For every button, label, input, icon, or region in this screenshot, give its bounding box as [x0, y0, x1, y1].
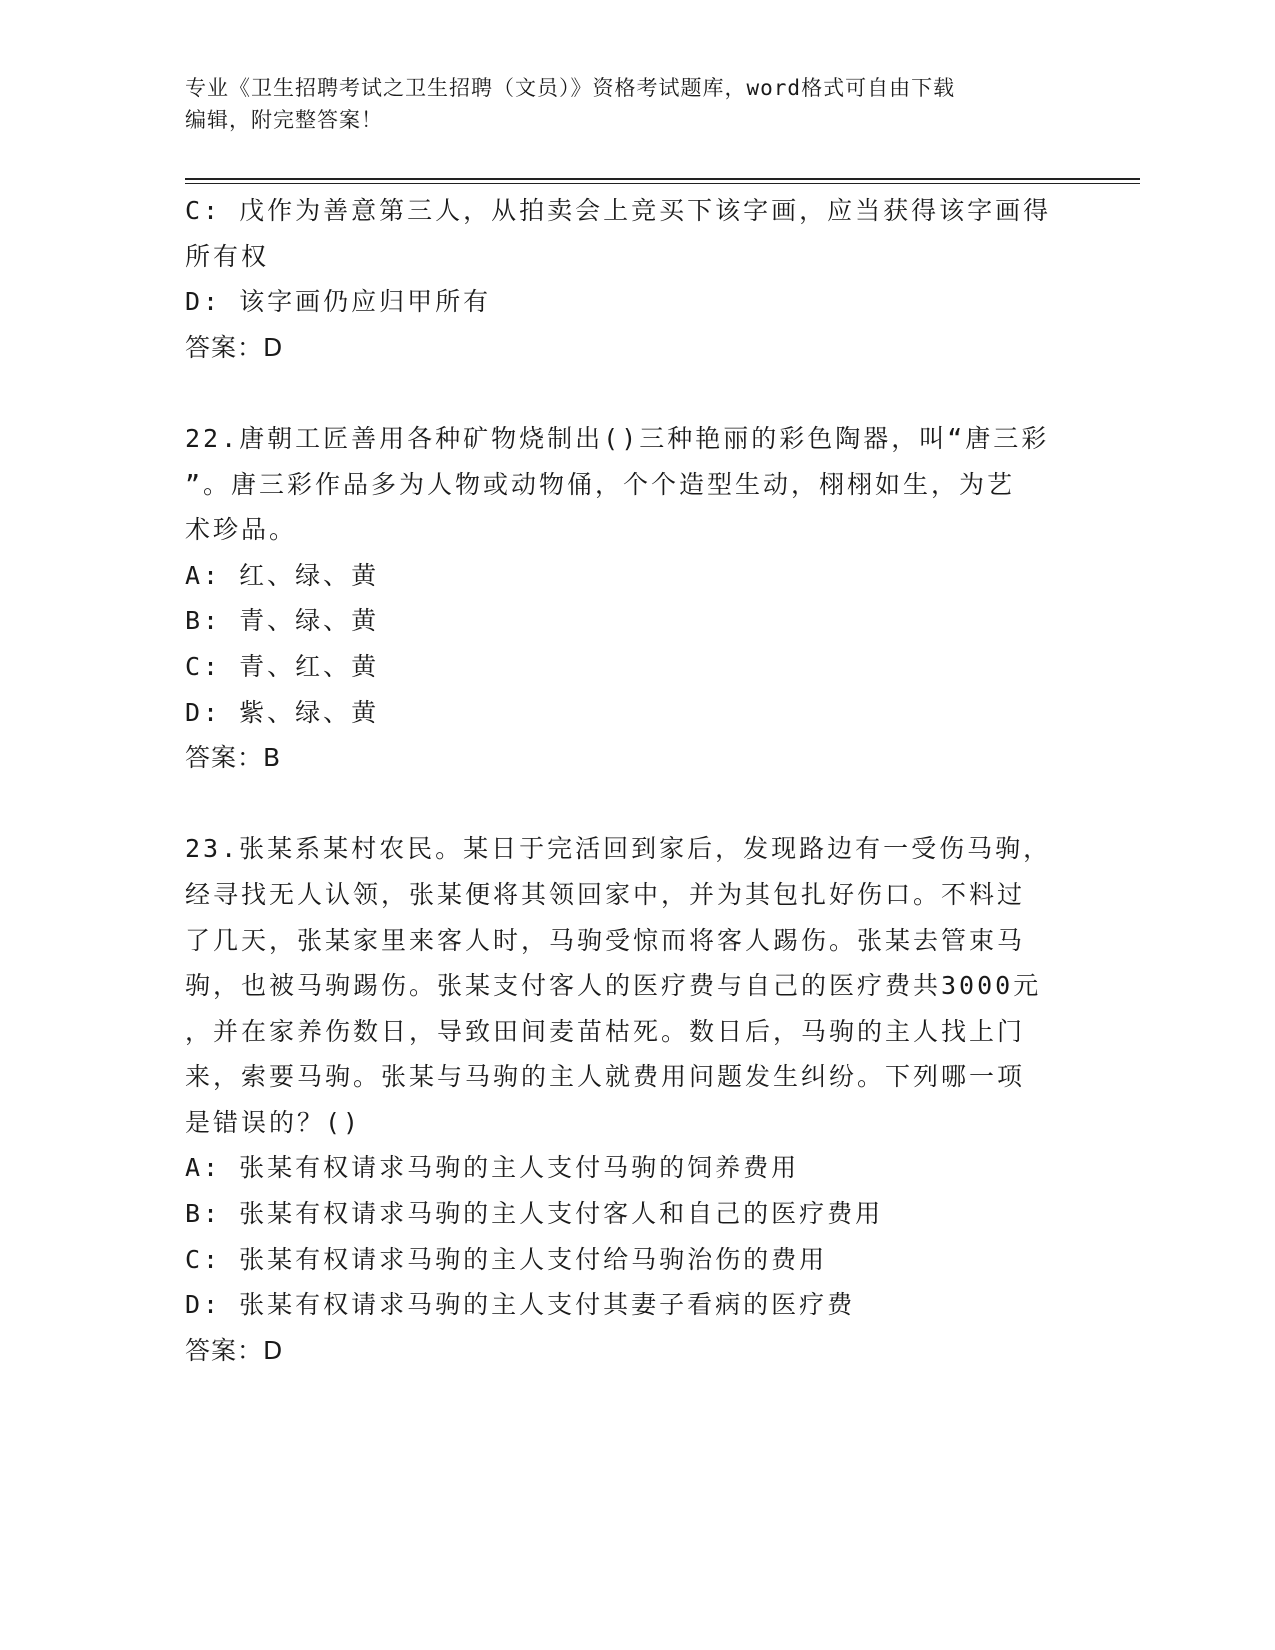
header-rule-thin — [185, 183, 1140, 184]
answer: 答案：B — [185, 743, 282, 773]
spacer — [185, 781, 1065, 827]
header-line-1: 专业《卫生招聘考试之卫生招聘（文员）》资格考试题库，word格式可自由下载 — [185, 76, 956, 100]
option-d: D: 紫、绿、黄 — [185, 697, 380, 727]
question-22 — [185, 416, 1065, 781]
option-b: B: 张某有权请求马驹的主人支付客人和自己的医疗费用 — [185, 1199, 884, 1229]
question-stem-line-3: 了几天，张某家里来客人时，马驹受惊而将客人踢伤。张某去管束马 — [185, 925, 1026, 955]
question-stem-line-7: 是错误的？() — [185, 1107, 362, 1137]
question-21-tail — [185, 188, 1065, 370]
option-c-line-2: 所有权 — [185, 241, 270, 271]
option-d: D: 该字画仍应归甲所有 — [185, 287, 492, 317]
header-rule-thick — [185, 178, 1140, 180]
question-23 — [185, 826, 1065, 1373]
option-c: C: 青、红、黄 — [185, 651, 380, 681]
question-stem-line-2: ”。唐三彩作品多为人物或动物俑，个个造型生动，栩栩如生，为艺 — [185, 469, 1016, 499]
question-stem-line-4: 驹，也被马驹踢伤。张某支付客人的医疗费与自己的医疗费共3000元 — [185, 971, 1042, 1001]
question-stem-line-1: 22.唐朝工匠善用各种矿物烧制出()三种艳丽的彩色陶器，叫“唐三彩 — [185, 423, 1050, 453]
page-header — [185, 72, 1065, 136]
question-stem-line-3: 术珍品。 — [185, 515, 298, 545]
spacer — [185, 370, 1065, 416]
option-b: B: 青、绿、黄 — [185, 606, 380, 636]
answer: 答案：D — [185, 332, 284, 362]
answer: 答案：D — [185, 1335, 284, 1365]
question-stem-line-5: ，并在家养伤数日，导致田间麦苗枯死。数日后，马驹的主人找上门 — [185, 1016, 1026, 1046]
option-c: C: 张某有权请求马驹的主人支付给马驹治伤的费用 — [185, 1244, 828, 1274]
option-c-line-1: C: 戊作为善意第三人，从拍卖会上竞买下该字画，应当获得该字画得 — [185, 196, 1052, 225]
header-line-2: 编辑，附完整答案！ — [185, 108, 383, 132]
option-d: D: 张某有权请求马驹的主人支付其妻子看病的医疗费 — [185, 1290, 856, 1320]
document-body — [185, 188, 1065, 1373]
question-stem-line-6: 来，索要马驹。张某与马驹的主人就费用问题发生纠纷。下列哪一项 — [185, 1062, 1026, 1092]
question-stem-line-2: 经寻找无人认领，张某便将其领回家中，并为其包扎好伤口。不料过 — [185, 879, 1026, 909]
option-a: A: 红、绿、黄 — [185, 560, 380, 590]
option-a: A: 张某有权请求马驹的主人支付马驹的饲养费用 — [185, 1153, 800, 1183]
question-stem-line-1: 23.张某系某村农民。某日于完活回到家后，发现路边有一受伤马驹， — [185, 834, 1052, 864]
